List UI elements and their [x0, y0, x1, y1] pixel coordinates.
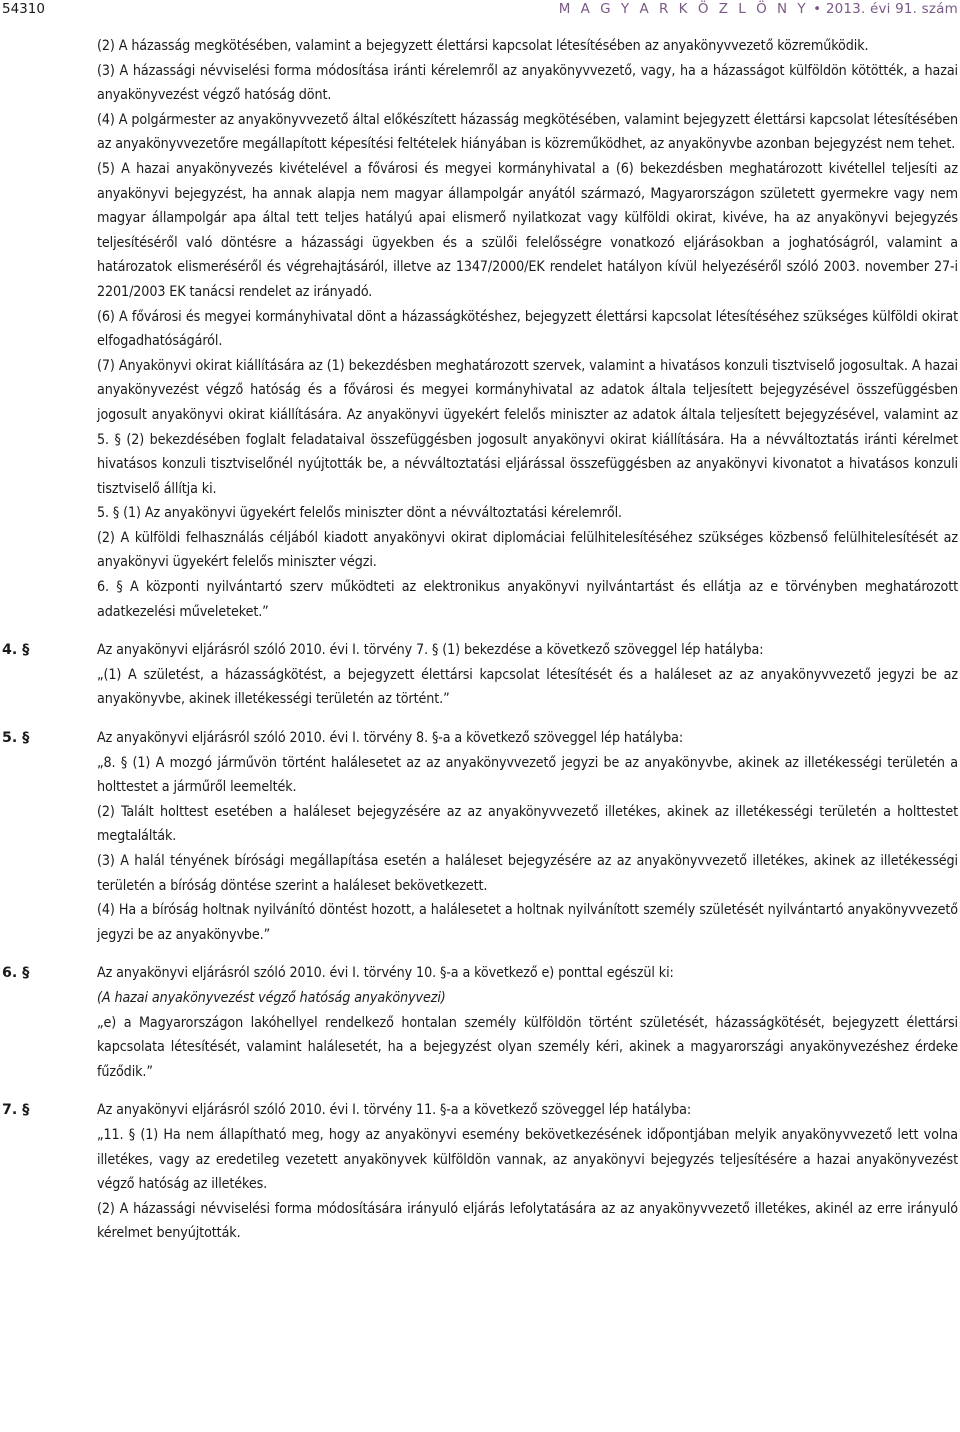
paragraph: „8. § (1) A mozgó járművön történt halálesetet az az anyakönyvvezető jegyzi be az anyakönyvbe, akinek az illetékességi területén a holttestet a járműről leemelték. [97, 754, 958, 796]
paragraph: (2) Talált holttest esetében a haláleset bejegyzésére az az anyakönyvvezető illetékes, akinek az illetékességi területén a holttestet megtalálták. [97, 803, 958, 845]
section-lead: Az anyakönyvi eljárásról szóló 2010. évi I. törvény 7. § (1) bekezdése a következő szöveggel lép hatályba: [97, 642, 764, 659]
paragraph: (5) A hazai anyakönyvezés kivételével a fővárosi és megyei kormányhivatal a (6) bekezdésben meghatározott kivétellel teljesíti az anyakönyvi bejegyzést, ha annak alapja nem magyar állampolgár anyától származó, Magyarországon született gyermekre vagy nem magyar állampolgár apa által tett teljes hatályú apai elismerő nyilatkozat vagy külföldi okirat, kivéve, ha az anyakönyvi bejegyzés teljesítéséről való döntésre a házassági ügyekben és a szülői felelősségre vonatkozó eljárásokban a joghatóságról, valamint a határozatok elismeréséről és végrehajtásáról, illetve az 1347/2000/EK rendelet hatályon kívül helyezéséről szóló 2003. november 27-i 2201/2003 EK tanácsi rendelet az irányadó. [97, 160, 958, 300]
section-number: 6. § [2, 965, 30, 982]
running-header [0, 0, 960, 22]
paragraph: (4) Ha a bíróság holtnak nyilvánító döntést hozott, a halálesetet a holtnak nyilvánított személy születését nyilvántartó anyakönyvvezető jegyzi be az anyakönyvbe.” [97, 902, 958, 943]
paragraph: (2) A házassági névviselési forma módosítására irányuló eljárás lefolytatására az az anyakönyvvezető illetékes, akinél az erre irányuló kérelmet benyújtották. [97, 1200, 958, 1242]
paragraph: „(1) A születést, a házasságkötést, a bejegyzett élettársi kapcsolat létesítését és a haláleset az az anyakönyvvezető jegyzi be az anyakönyvbe, akinek illetékességi területén az történt.” [97, 666, 958, 708]
paragraph: 6. § A központi nyilvántartó szerv működteti az elektronikus anyakönyvi nyilvántartást és ellátja az e törvényben meghatározott adatkezelési műveleteket.” [97, 579, 958, 620]
italic-context-line: (A hazai anyakönyvezést végző hatóság anyakönyvezi) [97, 989, 446, 1006]
paragraph: (3) A halál tényének bírósági megállapítása esetén a haláleset bejegyzésére az az anyakönyvvezető illetékes, akinek az illetékességi területén a bíróság döntése szerint a haláleset bekövetkezett. [97, 853, 958, 894]
paragraph: (4) A polgármester az anyakönyvvezető által előkészített házasság megkötésében, valamint bejegyzett élettársi kapcsolat létesítésében az anyakönyvvezetőre megállapított képesítési feltételek hiányában is közreműködhet, az anyakönyvbe azonban bejegyzést nem tehet. [97, 111, 958, 153]
paragraph: (7) Anyakönyvi okirat kiállítására az (1) bekezdésben meghatározott szervek, valamint a hivatásos konzuli tisztviselő jogosultak. A hazai anyakönyvezést végző hatóság és a fővárosi és megyei kormányhivatal az adatok általa teljesített bejegyzésével összefüggésben jogosult anyakönyvi okirat kiállítására. Az anyakönyvi ügyekért felelős miniszter az adatok általa teljesített bejegyzésével, valamint az 5. § (2) bekezdésében foglalt feladataival összefüggésben jogosult anyakönyvi okirat kiállítására. Ha a névváltoztatás iránti kérelmet hivatásos konzuli tisztviselőnél nyújtották be, a névváltoztatási eljárással összefüggésben az anyakönyvi kivonatot a hivatásos konzuli tisztviselő állítja ki. [97, 357, 958, 497]
paragraph: (6) A fővárosi és megyei kormányhivatal dönt a házasságkötéshez, bejegyzett élettársi kapcsolat létesítéséhez szükséges külföldi okirat elfogadhatóságáról. [97, 308, 958, 350]
journal-name: M A G Y A R K Ö Z L Ö N Y [558, 1, 809, 17]
section-5 [0, 726, 960, 947]
journal-title [559, 0, 958, 18]
section-6 [0, 961, 960, 1084]
section-number: 5. § [2, 730, 30, 747]
section-lead: Az anyakönyvi eljárásról szóló 2010. évi I. törvény 11. §-a a következő szöveggel lép hatályba: [97, 1102, 692, 1119]
paragraph: „11. § (1) Ha nem állapítható meg, hogy az anyakönyvi esemény bekövetkezésének időpontjában melyik anyakönyvvezető lett volna illetékes, vagy az eredetileg vezetett anyakönyvek külföldön vannak, az anyakönyvi bejegyzés teljesítésére a hazai anyakönyvezést végző hatóság az illetékes. [97, 1126, 958, 1193]
page-body [0, 34, 960, 1246]
header-bullet: • [813, 1, 822, 17]
paragraph: (2) A külföldi felhasználás céljából kiadott anyakönyvi okirat diplomáciai felülhitelesítéséhez szükséges közbenső felülhitelesítését az anyakönyvi ügyekért felelős miniszter végzi. [97, 529, 958, 571]
section-number: 4. § [2, 642, 30, 659]
continued-section [0, 34, 960, 624]
section-4 [0, 638, 960, 712]
paragraph: (2) A házasság megkötésében, valamint a bejegyzett élettársi kapcsolat létesítésében az anyakönyvvezető közreműködik. [97, 38, 869, 54]
section-number: 7. § [2, 1102, 30, 1119]
issue-label: 2013. évi 91. szám [825, 1, 958, 17]
paragraph: 5. § (1) Az anyakönyvi ügyekért felelős miniszter dönt a névváltoztatási kérelemről. [97, 505, 622, 522]
section-lead: Az anyakönyvi eljárásról szóló 2010. évi I. törvény 10. §-a a következő e) ponttal egészül ki: [97, 965, 674, 982]
page-number: 54310 [2, 1, 45, 17]
section-7 [0, 1098, 960, 1246]
section-lead: Az anyakönyvi eljárásról szóló 2010. évi I. törvény 8. §-a a következő szöveggel lép hatályba: [97, 730, 684, 747]
paragraph: „e) a Magyarországon lakóhellyel rendelkező hontalan személy külföldön történt születését, házasságkötését, bejegyzett élettársi kapcsolata létesítését, valamint halálesetét, ha a bejegyzést olyan személy kéri, akinek a magyarországi anyakönyvezéshez érdeke fűződik.” [97, 1014, 958, 1080]
paragraph: (3) A házassági névviselési forma módosítása iránti kérelemről az anyakönyvvezető, vagy, ha a házasságot külföldön kötötték, a hazai anyakönyvezést végző hatóság dönt. [97, 62, 958, 104]
